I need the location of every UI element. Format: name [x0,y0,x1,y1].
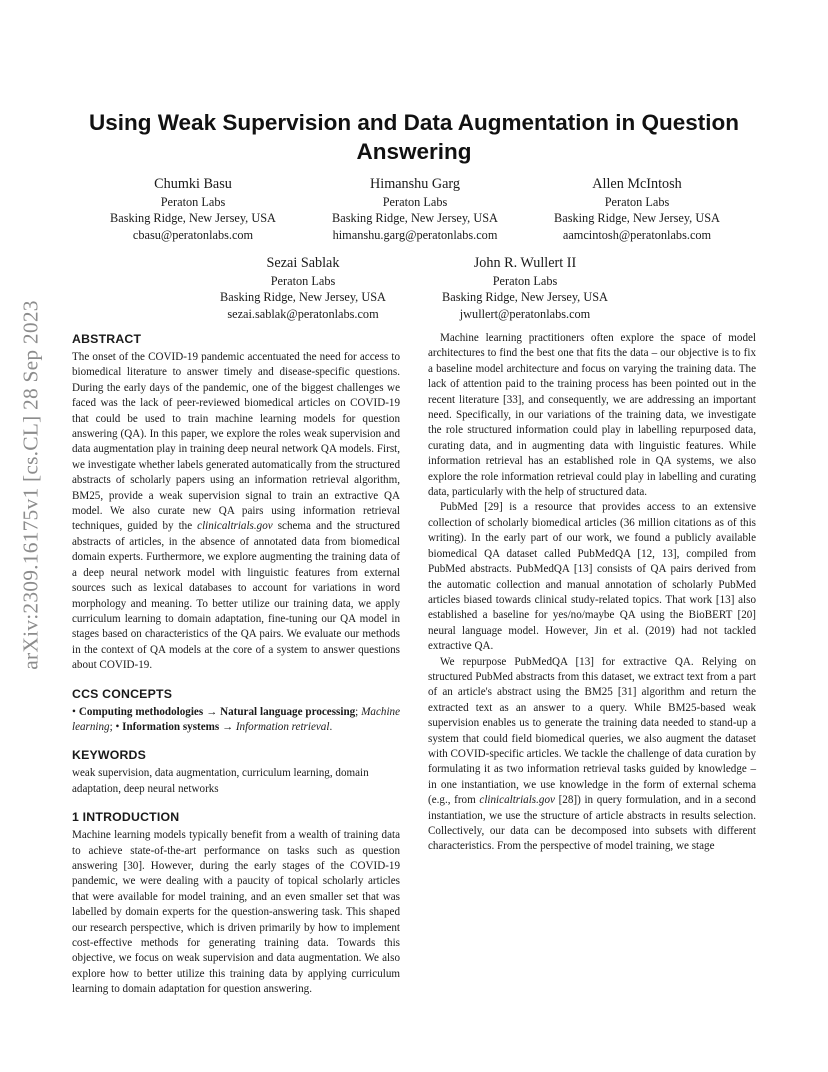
author-email: cbasu@peratonlabs.com [132,227,254,242]
author-name: John R. Wullert II [473,255,577,271]
intro-italic-term: clinicaltrials.gov [479,794,555,807]
keywords-text: weak supervision, data augmentation, curriculum learning, domain adaptation, deep neural networks [72,767,369,795]
author-name: Himanshu Garg [370,176,460,192]
author-block [73,175,313,243]
author-affiliation: Peraton Labs [492,274,558,288]
keywords-heading: KEYWORDS [72,748,147,763]
ccs-heading: CCS CONCEPTS [72,686,173,701]
author-email: jwullert@peratonlabs.com [459,306,591,321]
author-location: Basking Ridge, New Jersey, USA [554,211,720,226]
abstract-heading: ABSTRACT [72,332,142,346]
title-line-2: Answering [356,139,472,164]
author-block [405,254,645,322]
arxiv-stamp [14,290,48,680]
author-name: Sezai Sablak [266,255,340,271]
intro-paragraph-2: Machine learning practitioners often explore the space of model architectures to find the best one that fits the data – our objective is to fix a baseline model architecture and focus on varying the training data. The lack of attention paid to the training process has been pointed out in the recent literature [33], and consequently, we are addressing an important need. Specifically, in our variations of the training data, we investigate the role structured information could play in labelling repurposed data, curating data, and in augmenting data with linguistic features. While information retrieval has an established role in QA systems, we also explore the role information retrieval could play in labelling and curating data, particularly with the help of structured data. [428,332,756,499]
author-location: Basking Ridge, New Jersey, USA [220,290,386,305]
left-column [72,331,400,998]
abstract-italic-term: clinicaltrials.gov [197,520,273,533]
author-affiliation: Peraton Labs [382,195,448,209]
intro-paragraph-1: Machine learning models typically benefit from a wealth of training data to achieve state-of-the-art performance on tasks such as question answering [30]. However, during the early stages of the COVID-19 pandemic, we were dealing with a paucity of topical scholarly articles that were available for model training, and an even smaller set that was labelled by domain experts for the question-answering task. This shaped our research perspective, which is driven primarily by how to implement cost-effective methods for generating training data. Towards this objective, we focus on weak supervision and data augmentation. We also explore how to better utilize this training data by applying curriculum learning to domain adaptation for question answering. [72,829,400,996]
abstract-text: The onset of the COVID-19 pandemic accentuated the need for access to biomedical literature to answer timely and disease-specific questions. During the early days of the pandemic, one of the biggest challenges we faced was the lack of peer-reviewed biomedical articles on COVID-19 that could be used to train machine learning models for question answering (QA). In this paper, we explore the roles weak supervision and data augmentation play in training deep neural network QA models. First, we investigate whether labels generated automatically from the structured abstracts of scholarly papers using an information retrieval algorithm, BM25, provide a weak supervision signal to train an extractive QA model. We also curate new QA pairs using information retrieval techniques, guided by the clinicaltrials.gov schema and the structured abstracts of articles, in the absence of annotated data from biomedical domain experts. Furthermore, we explore augmenting the training data of a deep neural network model with linguistic features from external sources such as lexical databases to account for variations in word morphology and meaning. To better utilize our training data, we apply curriculum learning to domain adaptation, fine-tuning our QA model in stages based on characteristics of the QA pairs. We evaluate our methods in the context of QA models at the core of a system to answer questions about COVID-19. [72,351,400,672]
author-email: himanshu.garg@peratonlabs.com [332,227,498,242]
right-column [428,331,756,855]
author-block [295,175,535,243]
introduction-heading: 1 INTRODUCTION [72,810,180,825]
intro-paragraph-3: PubMed [29] is a resource that provides access to an extensive collection of scholarly biomedical articles (36 million citations as of this writing). In the early part of our work, we found a publicly available biomedical QA dataset called PubMedQA [12, 13], compiled from PubMed abstracts. PubMedQA [13] consists of QA pairs derived from the automatic collection and manual annotation of scholarly PubMed articles biased towards clinical study-related topics. That work [13] also established a baseline for yes/no/maybe QA using the BioBERT [20] neural language model. However, Jin et al. (2019) had not tackled extractive QA. [428,501,756,653]
author-location: Basking Ridge, New Jersey, USA [110,211,276,226]
author-location: Basking Ridge, New Jersey, USA [442,290,608,305]
author-affiliation: Peraton Labs [270,274,336,288]
author-location: Basking Ridge, New Jersey, USA [332,211,498,226]
author-block [183,254,423,322]
title-line-1: Using Weak Supervision and Data Augmentation in Question [88,110,740,135]
author-email: sezai.sablak@peratonlabs.com [227,306,379,321]
author-affiliation: Peraton Labs [160,195,226,209]
author-email: aamcintosh@peratonlabs.com [562,227,712,242]
author-block [517,175,757,243]
arxiv-stamp-text: arXiv:2309.16175v1 [cs.CL] 28 Sep 2023 [18,300,43,670]
author-affiliation: Peraton Labs [604,195,670,209]
ccs-text: • Computing methodologies → Natural language processing; Machine learning; • Information systems → Information retrieval. [72,705,400,733]
paper-title [72,108,756,166]
intro-paragraph-4: We repurpose PubMedQA [13] for extractive QA. Relying on structured PubMed abstracts from this dataset, we extract text from a part of an article's abstract using the BM25 [31] algorithm and return the extracted text as an answer to a query. While BM25-based weak supervision enables us to generate the training data needed to stand-up a system that could field biomedical queries, we also augment the dataset with COVID-specific articles. We tackle the challenge of data curation by formulating it as two information retrieval tasks guided by knowledge – in one instantiation, we use knowledge in the form of external schema (e.g., from clinicaltrials.gov [28]) in query formulation, and in a second instantiation, we use the structure of article abstracts in results selection. Collectively, our data can be decomposed into subsets with different characteristics. From the perspective of model training, we stage [428,655,756,853]
author-name: Chumki Basu [154,176,232,192]
author-name: Allen McIntosh [592,176,682,192]
